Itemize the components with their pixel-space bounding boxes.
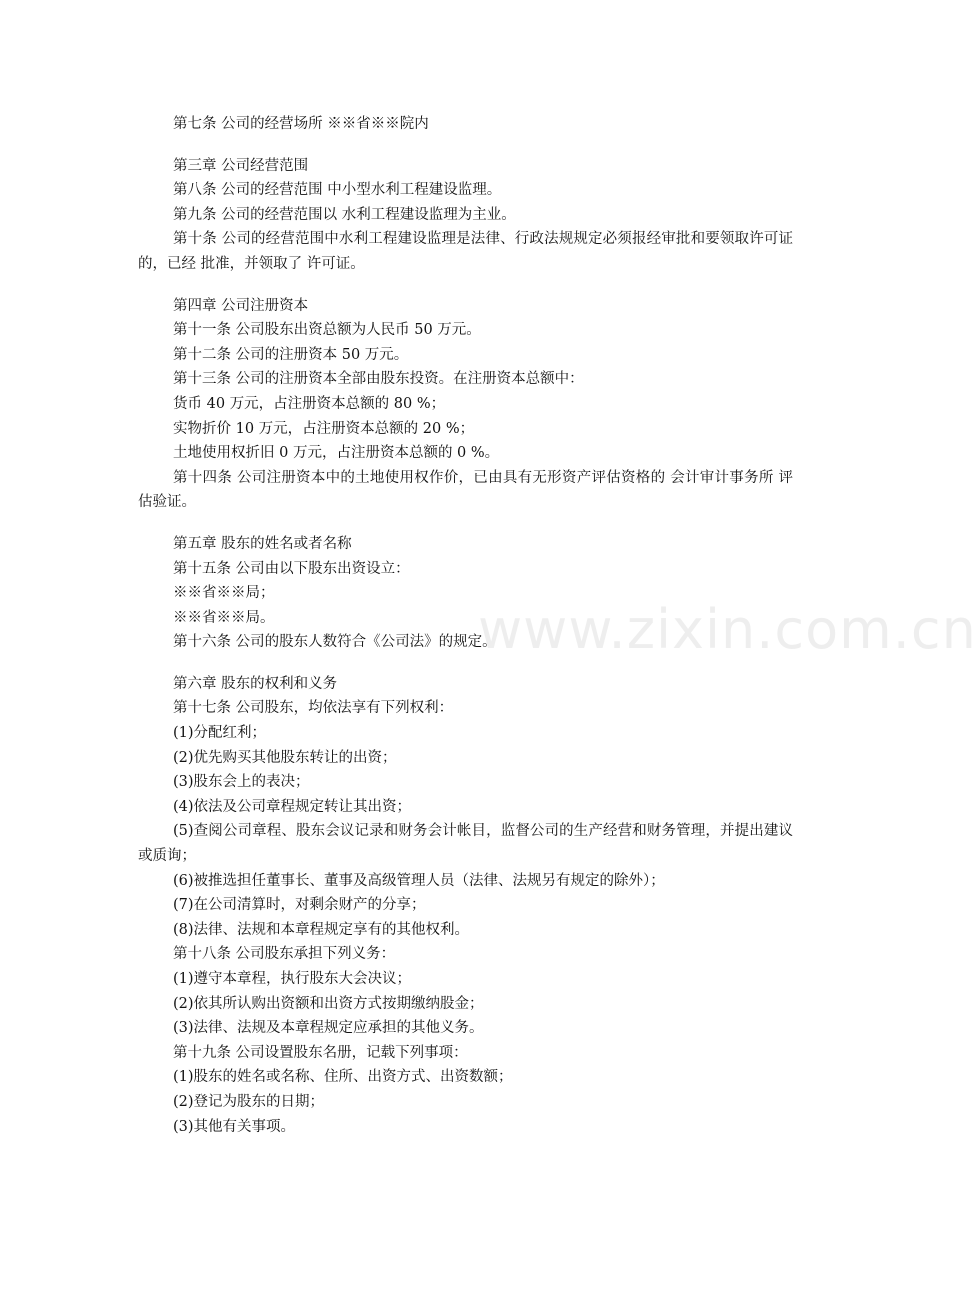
- watermark: www.zixin.com.cn: [478, 598, 977, 661]
- chapter-4-heading: 第四章 公司注册资本: [173, 297, 309, 314]
- duty-item-1: (1)遵守本章程，执行股东大会决议；: [173, 971, 412, 987]
- right-item-4: (4)依法及公司章程规定转让其出资；: [173, 798, 412, 815]
- article-15: 第十五条 公司由以下股东出资设立：: [173, 560, 410, 577]
- right-item-2: (2)优先购买其他股东转让的出资；: [173, 749, 397, 766]
- right-item-3: (3)股东会上的表决；: [173, 774, 310, 791]
- article-12: 第十二条 公司的注册资本 50 万元。: [173, 346, 409, 363]
- article-18: 第十八条 公司股东承担下列义务：: [173, 946, 396, 963]
- document-body: [138, 112, 793, 1139]
- article-8: 第八条 公司的经营范围 中小型水利工程建设监理。: [173, 182, 502, 199]
- right-item-1: (1)分配红利；: [173, 725, 267, 742]
- right-item-7: (7)在公司清算时，对剩余财产的分享；: [173, 897, 426, 914]
- capital-in-kind: 实物折价 10 万元，占注册资本总额的 20 %；: [173, 420, 475, 437]
- chapter-6-heading: 第六章 股东的权利和义务: [173, 675, 338, 692]
- capital-currency: 货币 40 万元，占注册资本总额的 80 %；: [173, 395, 446, 412]
- right-item-8: (8)法律、法规和本章程规定享有的其他权利。: [173, 921, 470, 938]
- article-11: 第十一条 公司股东出资总额为人民币 50 万元。: [173, 322, 481, 339]
- chapter-5-heading: 第五章 股东的姓名或者名称: [173, 535, 352, 552]
- register-item-2: (2)登记为股东的日期；: [173, 1093, 325, 1110]
- right-item-5: (5)查阅公司章程、股东会议记录和财务会计帐目，监督公司的生产经营和财务管理，并提出建议或质询；: [138, 823, 793, 865]
- article-13: 第十三条 公司的注册资本全部由股东投资。在注册资本总额中：: [173, 371, 584, 388]
- shareholder-2: ※※省※※局。: [173, 609, 275, 626]
- article-7: 第七条 公司的经营场所 ※※省※※院内: [173, 116, 429, 132]
- chapter-3-heading: 第三章 公司经营范围: [173, 157, 309, 174]
- capital-land-use: 土地使用权折旧 0 万元，占注册资本总额的 0 %。: [173, 445, 500, 462]
- register-item-3: (3)其他有关事项。: [173, 1118, 296, 1135]
- article-9: 第九条 公司的经营范围以 水利工程建设监理为主业。: [173, 206, 516, 223]
- article-14: 第十四条 公司注册资本中的土地使用权作价，已由具有无形资产评估资格的 会计审计事务所 评估验证。: [138, 469, 793, 511]
- shareholder-1: ※※省※※局；: [173, 585, 275, 602]
- spacer: [138, 655, 793, 672]
- spacer: [138, 277, 793, 294]
- article-19: 第十九条 公司设置股东名册，记载下列事项：: [173, 1044, 468, 1061]
- duty-item-3: (3)法律、法规及本章程规定应承担的其他义务。: [173, 1020, 484, 1037]
- spacer: [138, 515, 793, 532]
- article-16: 第十六条 公司的股东人数符合《公司法》的规定。: [173, 634, 497, 651]
- article-10: 第十条 公司的经营范围中水利工程建设监理是法律、行政法规规定必须报经审批和要领取许可证的，已经 批准，并领取了 许可证。: [138, 231, 793, 272]
- article-17: 第十七条 公司股东，均依法享有下列权利：: [173, 700, 454, 717]
- right-item-6: (6)被推选担任董事长、董事及高级管理人员（法律、法规另有规定的除外）；: [173, 872, 665, 889]
- duty-item-2: (2)依其所认购出资额和出资方式按期缴纳股金；: [173, 995, 484, 1012]
- spacer: [138, 137, 793, 154]
- register-item-1: (1)股东的姓名或名称、住所、出资方式、出资数额；: [173, 1069, 513, 1086]
